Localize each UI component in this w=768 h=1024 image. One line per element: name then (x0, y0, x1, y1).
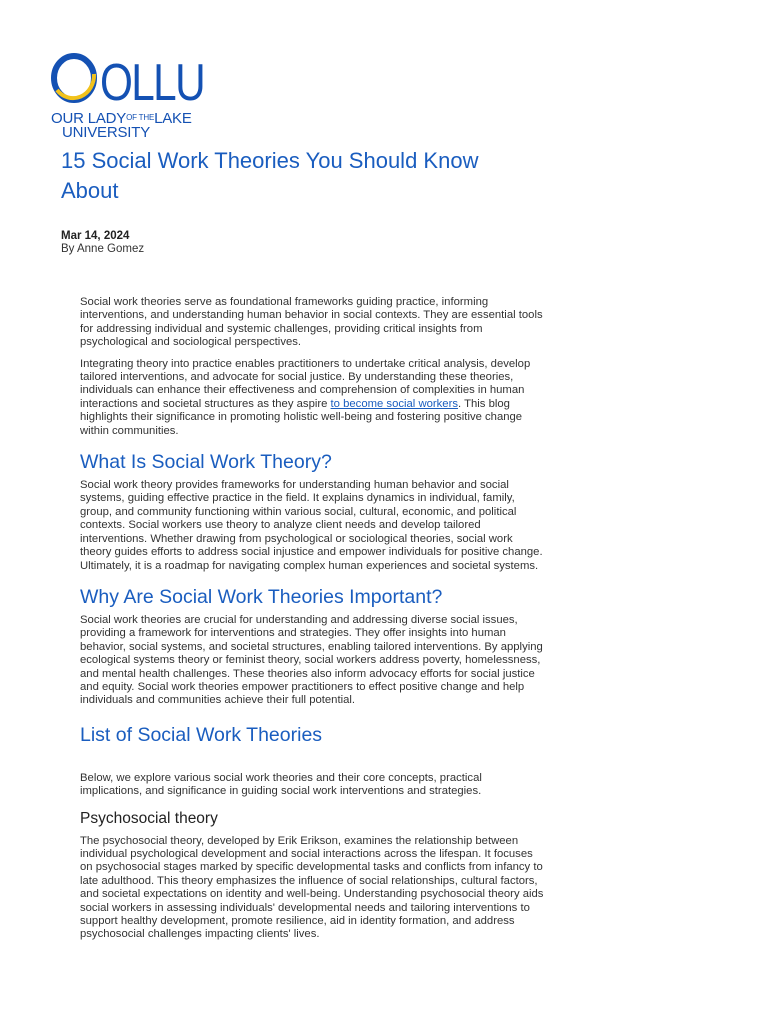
university-logo[interactable] (50, 52, 210, 140)
what-is-paragraph: Social work theory provides frameworks for understanding human behavior and social systems, guiding effective practice in the field. It explains dynamics in individual, family, group, and community functioning within various social, cultural, economic, and political contexts. Social workers use theory to analyze client needs and develop tailored interventions. Whether drawing from psychological or sociological theories, social work theory guides efforts to address social injustice and empower individuals for positive change. Ultimately, it is a roadmap for navigating complex human experiences and societal systems. (80, 479, 543, 572)
become-social-workers-link[interactable]: to become social workers (330, 397, 459, 410)
intro-paragraph-1: Social work theories serve as foundational frameworks guiding practice, informing interventions, and understanding human behavior in social contexts. They are essential tools for addressing individual and systemic challenges, providing critical insights from psychological and sociological perspectives. (80, 296, 543, 349)
heading-what-is: What Is Social Work Theory? (80, 451, 332, 474)
logo-mark-letters: OLLU (100, 54, 204, 112)
logo-line-2: UNIVERSITY (62, 124, 151, 141)
heading-list: List of Social Work Theories (80, 723, 323, 746)
logo-line-1: OUR $LADY^{OF THE}LAKE$ (51, 110, 192, 127)
psychosocial-paragraph: The psychosocial theory, developed by Erik Erikson, examines the relationship between individual psychological development and social interactions across the lifespan. It focuses on psychosocial stages marked by specific developmental tasks and conflicts from infancy to late adulthood. This theory emphasizes the influence of social relationships, cultural factors, and societal expectations on identity and well-being. Understanding psychosocial theory aids social workers in assessing individuals' developmental needs and tailoring interventions to support healthy development, promote resilience, aid in identity formation, and address psychosocial challenges impacting clients' lives. (80, 834, 544, 941)
intro-paragraph-2: Integrating theory into practice enables practitioners to undertake critical analysis, develop tailored interventions, and advocate for social justice. By understanding these theories, individuals can enhance their effectiveness and comprehension of complexities in human interactions and societal structures as they aspire to become social workers. This blog highlights their significance in promoting holistic well-being and fostering positive change within communities. (80, 357, 531, 437)
article-body (80, 296, 545, 950)
heading-psychosocial: Psychosocial theory (80, 809, 218, 827)
why-important-paragraph: Social work theories are crucial for understanding and addressing diverse social issues, providing a framework for interventions and strategies. They offer insights into human behavior, social systems, and societal structures, enabling tailored interventions. By applying ecological systems theory or feminist theory, social workers address poverty, homelessness, and mental health challenges. These theories also inform advocacy efforts for social justice and equity. Social work theories empower practitioners to effect positive change and help individuals and communities achieve their full potential. (80, 613, 543, 707)
list-intro-paragraph: Below, we explore various social work theories and their core concepts, practical implications, and significance in guiding social work interventions and strategies. (80, 771, 482, 798)
author-byline: By Anne Gomez (61, 243, 145, 255)
heading-why-important: Why Are Social Work Theories Important? (80, 585, 443, 608)
article-title: 15 Social Work Theories You Should Know About (61, 148, 479, 203)
ollu-logo-mark (50, 52, 210, 112)
publish-date: Mar 14, 2024 (61, 230, 130, 242)
